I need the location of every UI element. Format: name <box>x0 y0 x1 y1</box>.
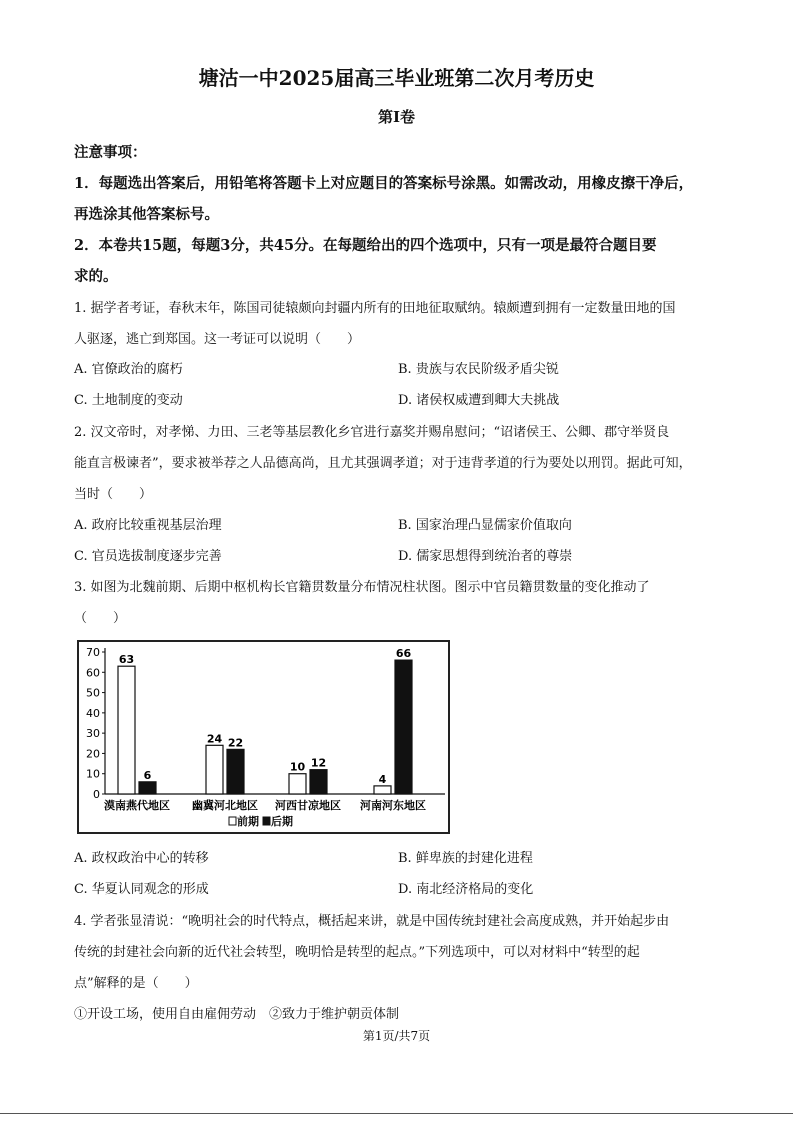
question-4-line-2: 传统的封建社会向新的近代社会转型，晚明恰是转型的起点。”下列选项中，可以对材料中“转型的起 <box>74 945 640 960</box>
question-3-option-b[interactable]: B. 鲜卑族的封建化进程 <box>398 851 533 866</box>
category-label: 漠南燕代地区 <box>104 799 170 812</box>
question-2-option-c[interactable]: C. 官员选拔制度逐步完善 <box>74 549 222 564</box>
question-3-line-1: 3. 如图为北魏前期、后期中枢机构长官籍贯数量分布情况柱状图。图示中官员籍贯数量的变化推动了 <box>74 580 650 595</box>
y-tick-label: 20 <box>86 747 100 761</box>
question-2-line-1: 2. 汉文帝时，对孝悌、力田、三老等基层教化乡官进行嘉奖并赐帛慰问；“诏诸侯王、公卿、郡守举贤良 <box>74 425 670 440</box>
y-tick-label: 50 <box>86 686 100 700</box>
bar-chart-svg <box>79 642 448 832</box>
y-tick-label: 10 <box>86 767 100 781</box>
y-tick-label: 0 <box>93 788 100 801</box>
bar-value-label: 4 <box>378 772 387 786</box>
question-1-line-2: 人驱逐，逃亡到郑国。这一考证可以说明（ ） <box>74 332 361 347</box>
question-1-option-d[interactable]: D. 诸侯权威遭到卿大夫挑战 <box>398 393 560 408</box>
legend-swatch-after <box>263 817 270 825</box>
bar-after <box>139 782 156 794</box>
question-1-line-1: 1. 据学者考证，春秋末年，陈国司徒辕颇向封疆内所有的田地征取赋纳。辕颇遭到拥有一定数量田地的国 <box>74 301 676 316</box>
question-3-option-d[interactable]: D. 南北经济格局的变化 <box>398 882 534 897</box>
bar-after <box>310 770 327 794</box>
bottom-rule <box>0 1113 793 1114</box>
question-1-option-c[interactable]: C. 土地制度的变动 <box>74 393 183 408</box>
bar-value-label: 63 <box>118 653 135 667</box>
bar-before <box>118 666 135 794</box>
bar-value-label: 22 <box>227 736 244 750</box>
question-3-line-2: （ ） <box>74 611 127 626</box>
volume-title: 第I卷 <box>377 108 416 126</box>
question-4-line-3: 点”解释的是（ ） <box>74 976 198 991</box>
y-tick-label: 40 <box>86 706 100 720</box>
question-1-option-b[interactable]: B. 贵族与农民阶级矛盾尖锐 <box>398 362 559 377</box>
question-1-option-a[interactable]: A. 官僚政治的腐朽 <box>74 362 183 377</box>
notice-item-2-line-1: 2．本卷共15题，每题3分，共45分。在每题给出的四个选项中，只有一项是最符合题目要 <box>74 237 657 254</box>
bar-before <box>289 774 306 794</box>
question-2-option-a[interactable]: A. 政府比较重视基层治理 <box>74 518 222 533</box>
bar-after <box>395 660 412 794</box>
category-label: 河南河东地区 <box>360 799 426 812</box>
question-2-line-3: 当时（ ） <box>74 487 153 502</box>
question-2-option-d[interactable]: D. 儒家思想得到统治者的尊崇 <box>398 549 573 564</box>
bar-before <box>374 786 391 794</box>
question-4-items: ①开设工场，使用自由雇佣劳动 ②致力于维护朝贡体制 <box>74 1007 400 1022</box>
question-2-option-b[interactable]: B. 国家治理凸显儒家价值取向 <box>398 518 572 533</box>
category-label: 河西甘凉地区 <box>275 799 341 812</box>
bar-value-label: 12 <box>310 756 327 770</box>
legend-swatch-before <box>229 817 236 825</box>
bar-before <box>206 745 223 794</box>
bar-value-label: 24 <box>206 732 223 746</box>
notice-heading: 注意事项： <box>74 144 147 161</box>
bar-value-label: 6 <box>143 768 152 782</box>
question-3-option-a[interactable]: A. 政权政治中心的转移 <box>74 851 209 866</box>
bar-value-label: 66 <box>395 647 412 661</box>
notice-item-2-line-2: 求的。 <box>74 268 118 285</box>
question-3-option-c[interactable]: C. 华夏认同观念的形成 <box>74 882 209 897</box>
category-label: 幽冀河北地区 <box>192 799 258 812</box>
notice-item-1-line-2: 再选涂其他答案标号。 <box>74 206 219 223</box>
page-title: 塘沽一中2025届高三毕业班第二次月考历史 <box>198 66 595 90</box>
legend-label-after: 后期 <box>271 815 293 828</box>
question-2-line-2: 能直言极谏者”，要求被举荐之人品德高尚，且尤其强调孝道；对于违背孝道的行为要处以刑罚。据此可知， <box>74 456 692 471</box>
y-tick-label: 30 <box>86 727 100 741</box>
legend-label-before: 前期 <box>237 815 259 828</box>
notice-item-1-line-1: 1．每题选出答案后，用铅笔将答题卡上对应题目的答案标号涂黑。如需改动，用橡皮擦干净后， <box>74 175 694 192</box>
page-footer: 第1页/共7页 <box>362 1029 431 1043</box>
y-tick-label: 70 <box>86 646 100 659</box>
bar-value-label: 10 <box>289 760 306 774</box>
question-4-line-1: 4. 学者张显清说：“晚明社会的时代特点，概括起来讲，就是中国传统封建社会高度成熟，并开始起步由 <box>74 914 670 929</box>
y-tick-label: 60 <box>86 666 100 680</box>
bar-after <box>227 749 244 794</box>
bar-chart <box>77 640 450 834</box>
